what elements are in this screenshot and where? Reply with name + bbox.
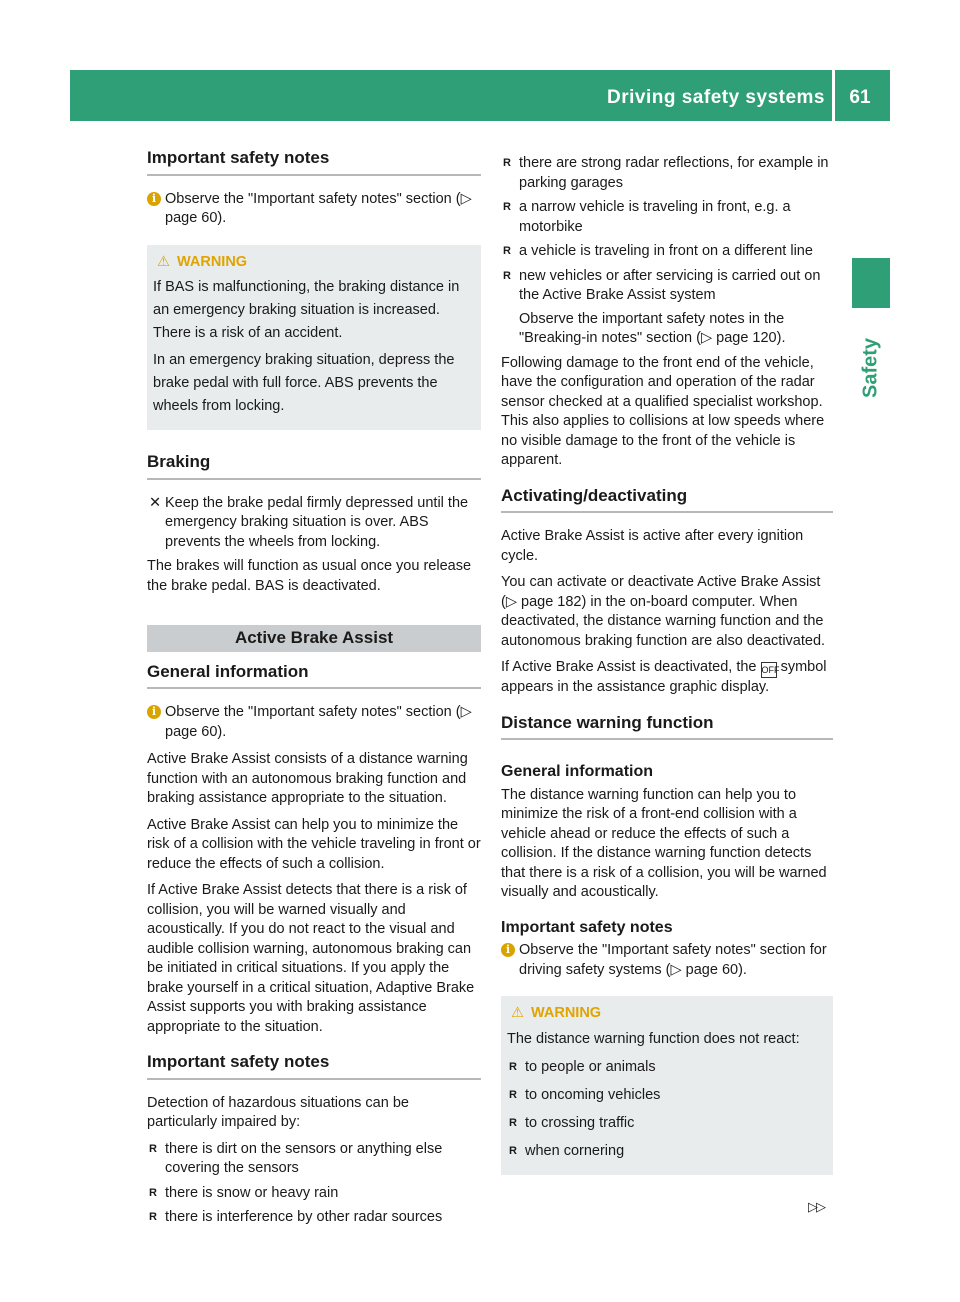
- info-text: Observe the "Important safety notes" section (▷ page 60).: [165, 704, 472, 740]
- warning-icon: ⚠: [157, 253, 170, 270]
- chapter-label: Safety: [859, 337, 882, 398]
- action-icon: ✕: [149, 494, 162, 511]
- list-item-text: when cornering: [525, 1142, 625, 1159]
- paragraph: [501, 658, 833, 698]
- chapter-tab: [852, 258, 890, 308]
- list-item: [147, 1184, 481, 1204]
- paragraph: You can activate or deactivate Active Brake Assist (▷ page 182) in the on-board computer. When deactivated, the distance warning function and the autonomous braking function are also deactivated.: [501, 574, 826, 649]
- list-item: [507, 1083, 827, 1107]
- list-item-text: there is interference by other radar sources: [165, 1209, 443, 1225]
- info-icon: i: [501, 943, 515, 957]
- bullet-icon: R: [149, 1142, 157, 1155]
- paragraph-text: symbol appears in the assistance graphic display.: [501, 659, 827, 695]
- paragraph: Active Brake Assist consists of a distance warning function with an autonomous braking function and braking assistance appropriate to the situation.: [147, 751, 468, 806]
- page-number: 61: [849, 87, 871, 108]
- left-column: [147, 148, 481, 1233]
- list-item: [501, 198, 833, 237]
- list-item-text: there is snow or heavy rain: [165, 1184, 339, 1201]
- info-text: Observe the "Important safety notes" section (▷ page 60).: [165, 190, 472, 226]
- list-item: [147, 1208, 481, 1228]
- list-item: [501, 242, 833, 262]
- active-brake-assist-off-icon: OFF: [761, 662, 777, 678]
- continued-icon: ▷▷: [808, 1199, 824, 1214]
- paragraph: Active Brake Assist is active after every ignition cycle.: [501, 528, 804, 564]
- bullet-icon: R: [509, 1088, 517, 1101]
- list-item: [501, 154, 833, 193]
- info-icon: i: [147, 192, 161, 206]
- list-item-text: new vehicles or after servicing is carried out on the Active Brake Assist system: [519, 267, 821, 303]
- bullet-icon: R: [503, 245, 511, 257]
- list-item-text: a vehicle is traveling in front on a different line: [519, 243, 813, 259]
- heading-activating-deactivating: Activating/deactivating: [501, 486, 833, 514]
- warning-title: WARNING: [531, 1005, 602, 1021]
- heading-general-information: General information: [147, 662, 481, 690]
- list-item: [507, 1055, 827, 1079]
- warning-heading: [153, 253, 475, 273]
- bullet-icon: R: [509, 1144, 517, 1157]
- section-banner: Active Brake Assist: [147, 625, 481, 652]
- info-note: [147, 190, 481, 229]
- heading-braking: Braking: [147, 452, 481, 480]
- list-item-text: to oncoming vehicles: [525, 1086, 661, 1103]
- bullet-icon: R: [503, 269, 511, 282]
- warning-text: If BAS is malfunctioning, the braking distance in an emergency braking situation is increased. There is a risk of an accident.: [153, 279, 460, 341]
- info-icon: i: [147, 705, 161, 719]
- list-item: [507, 1139, 827, 1163]
- list-item: [507, 1111, 827, 1135]
- list-item: [147, 1140, 481, 1179]
- heading-important-safety-notes: Important safety notes: [147, 1052, 481, 1080]
- subheading-general-information: General information: [501, 763, 654, 780]
- list-item-note: Observe the important safety notes in the "Breaking-in notes" section (▷ page 120).: [519, 310, 786, 346]
- heading-distance-warning-function: Distance warning function: [501, 713, 833, 741]
- paragraph: The brakes will function as usual once you release the brake pedal. BAS is deactivated.: [147, 558, 472, 594]
- subheading-important-safety-notes: Important safety notes: [501, 918, 673, 936]
- bullet-icon: R: [509, 1060, 517, 1073]
- paragraph: If Active Brake Assist detects that there is a risk of collision, you will be warned visually and acoustically. If you do not react to the visual and audible collision warning, autonomous braking can be initiated in critical situations. If you apply the brake yourself in a critical situation, Adaptive Brake Assist supports you with braking assistance appropriate to the situation.: [147, 882, 475, 1035]
- warning-heading: [507, 1004, 827, 1024]
- warning-box: [147, 245, 481, 431]
- bullet-icon: R: [503, 157, 511, 169]
- paragraph: Detection of hazardous situations can be particularly impaired by:: [147, 1094, 409, 1130]
- section-title: Driving safety systems: [607, 87, 825, 108]
- list-item-text: to crossing traffic: [525, 1114, 635, 1131]
- list-item: [501, 267, 833, 349]
- bullet-icon: R: [503, 201, 511, 213]
- list-item-text: there is dirt on the sensors or anything else covering the sensors: [165, 1140, 443, 1176]
- list-item-text: a narrow vehicle is traveling in front, e.g. a motorbike: [519, 199, 791, 235]
- action-text: Keep the brake pedal firmly depressed until the emergency braking situation is over. ABS prevents the wheels from locking.: [165, 494, 469, 550]
- action-step: [147, 494, 481, 553]
- heading-important-safety-notes: Important safety notes: [147, 148, 481, 176]
- info-note: [147, 703, 481, 742]
- warning-title: WARNING: [177, 253, 248, 270]
- bullet-icon: R: [149, 1211, 157, 1223]
- header-divider: [832, 70, 835, 121]
- list-item-text: to people or animals: [525, 1058, 656, 1075]
- warning-icon: ⚠: [511, 1005, 524, 1021]
- warning-box: [501, 996, 833, 1175]
- info-note: [501, 941, 833, 980]
- paragraph-text: If Active Brake Assist is deactivated, the: [501, 659, 757, 675]
- bullet-icon: R: [509, 1116, 517, 1129]
- right-column: [501, 154, 833, 1197]
- warning-text: In an emergency braking situation, depress the brake pedal with full force. ABS prevents the wheels from locking.: [153, 352, 455, 414]
- warning-text: The distance warning function does not react:: [507, 1030, 800, 1047]
- paragraph: The distance warning function can help you to minimize the risk of a front-end collision with a vehicle ahead or reduce the effects of such a collision. If the distance warning function detects that there is a risk of a collision, you will be warned visually and acoustically.: [501, 786, 827, 900]
- list-item-text: there are strong radar reflections, for example in parking garages: [519, 155, 829, 191]
- paragraph: Following damage to the front end of the vehicle, have the configuration and operation of the radar sensor checked at a qualified specialist workshop. This also applies to collisions at low speeds where no visible damage to the front of the vehicle is apparent.: [501, 354, 825, 468]
- bullet-icon: R: [149, 1186, 157, 1199]
- info-text: Observe the "Important safety notes" section for driving safety systems (▷ page 60).: [519, 942, 827, 978]
- paragraph: Active Brake Assist can help you to minimize the risk of a collision with the vehicle traveling in front or reduce the effects of such a collision.: [147, 816, 481, 872]
